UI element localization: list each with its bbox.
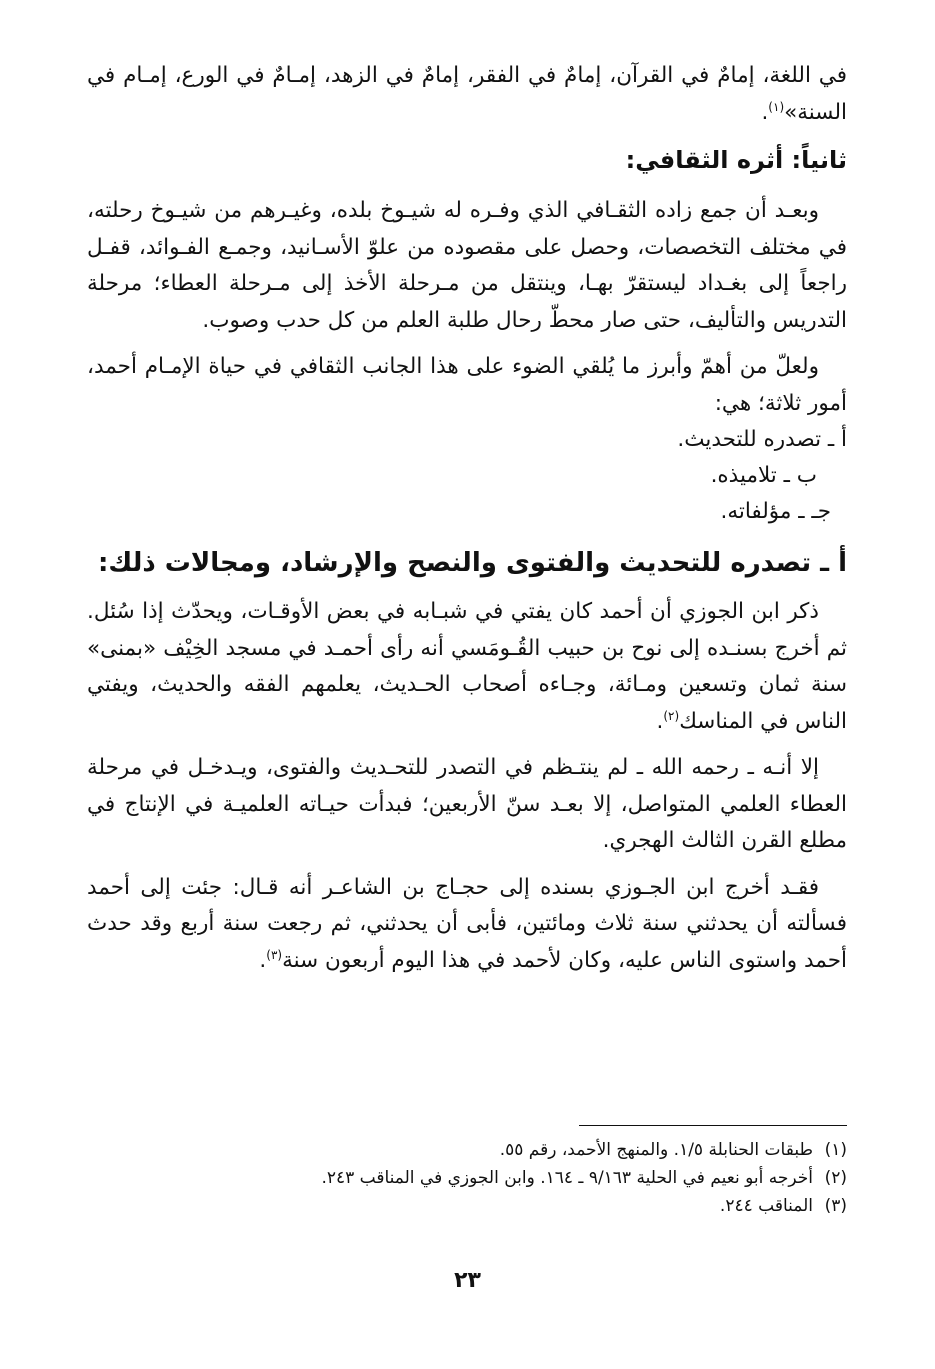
footnote-1 xyxy=(87,1136,847,1164)
footnote-number: (٢) xyxy=(824,1168,847,1188)
paragraph-5: إلا أنـه ـ رحمه الله ـ لم ينتـظم في التصدر للتحـديث والفتوى، ويـدخـل في مرحلة العطاء العلمي المتواصل، إلا بعـد سنّ الأربعين؛ فبدأت حيـاته العلميـة في الإنتاج في مطلع القرن الثالث الهجري. xyxy=(87,755,847,853)
footnotes xyxy=(87,1136,847,1220)
paragraph-4-end: . xyxy=(656,708,664,734)
page-body xyxy=(87,58,847,989)
footnote-3 xyxy=(87,1192,847,1220)
paragraph-2: وبعـد أن جمع زاده الثقـافي الذي وفـره له شيـوخ بلده، وغيـرهم من شيـوخ رحلته، في مختلف التخصصات، وحصل على مقصوده من علوّ الأسـانيد، وجمـع الفـوائد، قفـل راجعاً إلى بغـداد ليستقرّ بهـا، وينتقل من مـرحلة الأخذ إلى مـرحلة العطاء؛ مرحلة التدريس والتأليف، حتى صار محطّ رحال طلبة العلم من كل حدب وصوب. xyxy=(87,198,847,333)
paragraph-3: ولعلّ من أهمّ وأبرز ما يُلقي الضوء على هذا الجانب الثقافي في حياة الإمـام أحمد، أمور ثلاثة؛ هي: xyxy=(87,354,847,416)
paragraph-1 xyxy=(87,58,847,131)
heading-cultural-impact: ثانياً: أثره الثقافي: xyxy=(625,146,847,174)
paragraph-6-text: فقـد أخرج ابن الجـوزي بسنده إلى حجـاج بن الشاعـر أنه قـال: جئت إلى أحمد فسألته أن يحدثني سنة ثلاث ومائتين، فأبى أن يحدثني، ثم رجعت سنة أربع وقد حدث أحمد واستوى الناس عليه، وكان لأحمد في هذا اليوم أربعون سنة xyxy=(87,874,847,973)
heading-section-a: أ ـ تصدره للتحديث والفتوى والنصح والإرشاد، ومجالات ذلك: xyxy=(98,548,847,578)
footnote-2 xyxy=(87,1164,847,1192)
footnote-number: (٣) xyxy=(824,1196,847,1216)
footnote-number: (١) xyxy=(824,1140,847,1160)
footnote-text: المناقب ٢٤٤. xyxy=(719,1196,813,1216)
paragraph-6-end: . xyxy=(259,947,267,973)
paragraph-1-text: في اللغة، إمامٌ في القرآن، إمامٌ في الفقر، إمامٌ في الزهد، إمـامٌ في الورع، إمـام في السنة» xyxy=(87,63,847,125)
footnote-text: طبقات الحنابلة ١/٥. والمنهج الأحمد، رقم ٥٥. xyxy=(499,1140,813,1160)
footnote-ref-3[interactable]: (٣) xyxy=(266,947,283,962)
footnote-text: أخرجه أبو نعيم في الحلية ٩/١٦٣ ـ ١٦٤. وابن الجوزي في المناقب ٢٤٣. xyxy=(321,1168,813,1188)
list-item: ب ـ تلاميذه. xyxy=(710,463,817,488)
paragraph-4 xyxy=(87,594,847,740)
paragraph-6 xyxy=(87,870,847,980)
three-matters-list xyxy=(87,422,847,530)
footnote-ref-1[interactable]: (١) xyxy=(768,99,785,114)
list-item: أ ـ تصدره للتحديث. xyxy=(677,427,847,452)
footnote-ref-2[interactable]: (٢) xyxy=(663,708,680,723)
paragraph-1-end: . xyxy=(761,99,769,125)
paragraph-4-text: ذكر ابن الجوزي أن أحمد كان يفتي في شبـابه في بعض الأوقـات، ويحدّث إذا سُئل. ثم أخرج بسنـده إلى نوح بن حبيب القُـومَسي أنه رأى أحمـد في مسجد الخِيْف «بمنى» سنة ثمان وتسعين ومـائة، وجـاءه أصحاب الحـديث، يعلمهم الفقه والحديث، ويفتي الناس في المناسك xyxy=(87,599,847,734)
list-item: جـ ـ مؤلفاته. xyxy=(720,499,831,524)
footnote-separator xyxy=(579,1125,847,1126)
page-number: ٢٣ xyxy=(454,1268,481,1293)
